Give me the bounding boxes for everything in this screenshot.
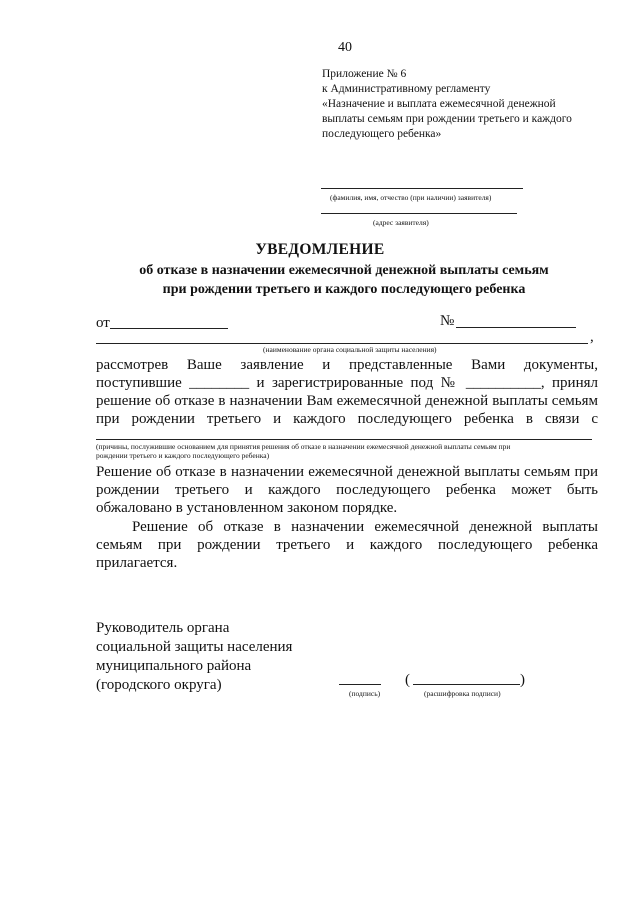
body-line: обжаловано в установленном законом порядке. — [96, 500, 398, 516]
body-line: Решение об отказе в назначении ежемесячной денежной выплаты семьям при — [96, 464, 598, 480]
body-line: семьям при рождении третьего и каждого последующего ребенка — [96, 537, 598, 553]
close-paren: ) — [520, 672, 525, 688]
organ-line-comma: , — [590, 329, 594, 345]
applicant-address-line — [321, 213, 517, 214]
appendix-block — [322, 67, 572, 142]
signature-caption: (подпись) — [349, 689, 381, 698]
number-line — [456, 327, 576, 328]
appendix-line: выплаты семьям при рождении третьего и каждого — [322, 113, 572, 125]
body-line: рассмотрев Ваше заявление и представленные Вами документы, — [96, 357, 598, 373]
appendix-line: Приложение № 6 — [322, 68, 407, 80]
signatory-line: муниципального района — [96, 658, 252, 674]
number-label: № — [440, 313, 455, 329]
appendix-line: к Административному регламенту — [322, 83, 491, 95]
reasons-line — [96, 439, 592, 440]
body-line: при рождении третьего и каждого последующего ребенка в связи с — [96, 411, 598, 427]
signatory-line: (городского округа) — [96, 677, 222, 693]
appendix-line: последующего ребенка» — [322, 128, 442, 140]
page-number: 40 — [338, 40, 352, 55]
open-paren: ( — [405, 672, 410, 688]
organ-caption: (наименование органа социальной защиты населения) — [263, 345, 437, 354]
signature-line — [339, 684, 381, 685]
body-line: Решение об отказе в назначении ежемесячной денежной выплаты — [132, 519, 598, 535]
document-subtitle-line2: при рождении третьего и каждого последующего ребенка — [162, 282, 526, 297]
reasons-caption: рождении третьего и каждого последующего ребенка) — [96, 451, 270, 460]
signature-block — [96, 619, 292, 695]
appendix-line: «Назначение и выплата ежемесячной денежной — [322, 98, 556, 110]
applicant-address-caption: (адрес заявителя) — [373, 218, 429, 227]
decoding-caption: (расшифровка подписи) — [424, 689, 501, 698]
applicant-name-caption: (фамилия, имя, отчество (при наличии) заявителя) — [330, 193, 492, 202]
body-line: рождении третьего и каждого последующего ребенка может быть — [96, 482, 598, 498]
decoding-line — [413, 684, 520, 685]
reasons-caption: (причины, послужившие основанием для принятия решения об отказе в назначении ежемесячной денежной выплаты семьям при — [96, 442, 511, 451]
applicant-name-line — [321, 188, 523, 189]
body-line: решение об отказе в назначении Вам ежемесячной денежной выплаты семьям — [96, 393, 598, 409]
signatory-line: Руководитель органа — [96, 620, 230, 636]
from-label: от — [96, 315, 110, 331]
document-title: УВЕДОМЛЕНИЕ — [255, 241, 385, 258]
signatory-line: социальной защиты населения — [96, 639, 293, 655]
document-subtitle-line1: об отказе в назначении ежемесячной денежной выплаты семьям — [139, 263, 549, 278]
body-line: прилагается. — [96, 555, 178, 571]
organ-name-line — [96, 343, 588, 344]
body-line: поступившие ________ и зарегистрированные под № __________, принял — [96, 375, 598, 391]
from-date-line — [110, 328, 228, 329]
